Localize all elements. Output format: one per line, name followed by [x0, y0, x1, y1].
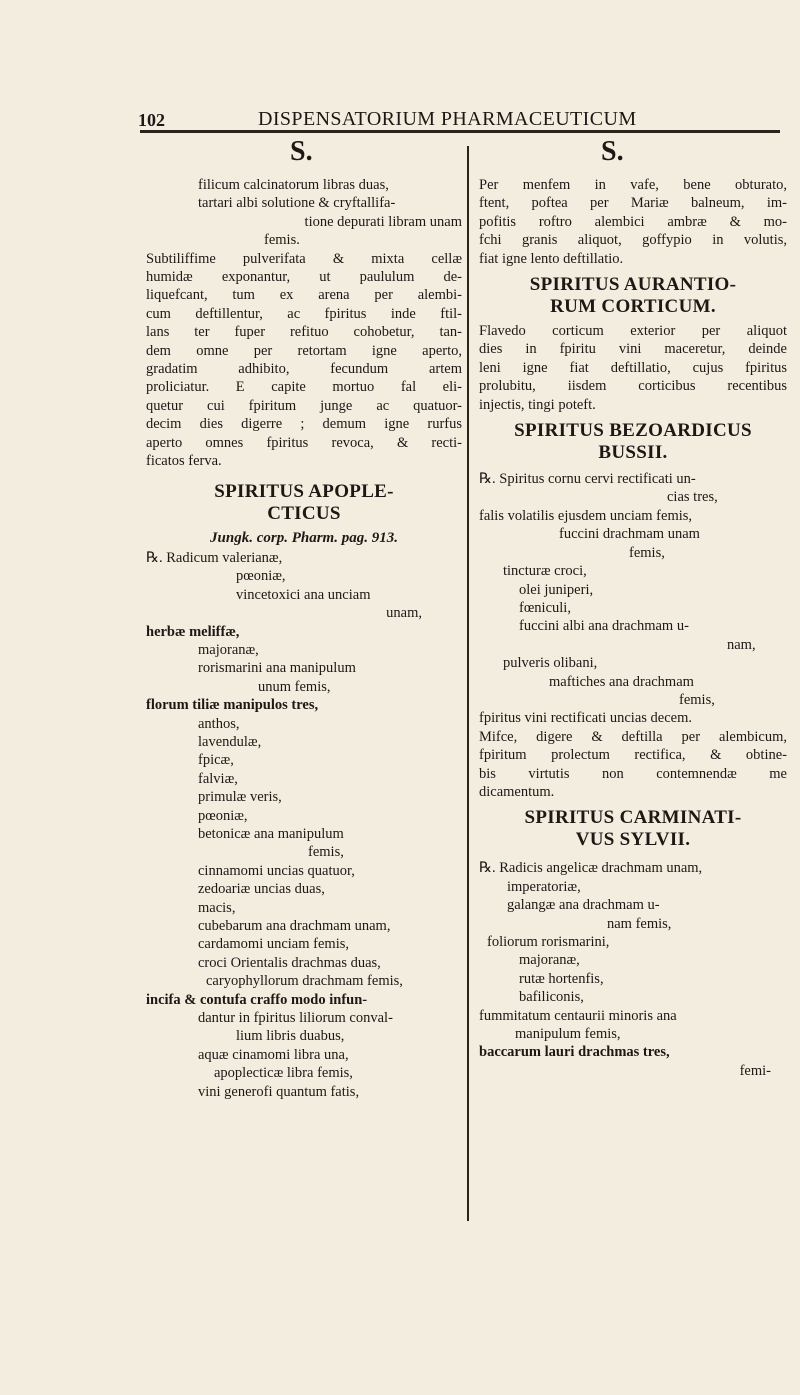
- recipe-line: unam,: [386, 605, 422, 622]
- recipe-line: vincetoxici ana unciam: [236, 586, 371, 603]
- text-line: pofitis roftro alembici ambræ & mo-: [479, 213, 787, 230]
- recipe-line: baccarum lauri drachmas tres,: [479, 1044, 670, 1061]
- text-line: injectis, tingi poteft.: [479, 396, 596, 413]
- recipe-line: fummitatum centaurii minoris ana: [479, 1007, 677, 1024]
- running-header: [0, 108, 800, 130]
- section-heading-line: BUSSII.: [598, 442, 668, 464]
- recipe-line: fpicæ,: [198, 752, 234, 769]
- header-rule: [140, 130, 780, 133]
- recipe-line: unum femis,: [258, 678, 331, 695]
- text-line: filicum calcinatorum libras duas,: [198, 177, 389, 193]
- recipe-line: ℞. Radicis angelicæ drachmam unam,: [479, 860, 703, 877]
- text-line: Subtiliffime pulverifata & mixta cellæ: [146, 250, 462, 267]
- catchword: femi-: [739, 1062, 771, 1079]
- recipe-line: imperatoriæ,: [507, 878, 581, 895]
- text-line: dem omne per retortam igne aperto,: [146, 342, 462, 359]
- section-heading-line: CTICUS: [267, 502, 341, 524]
- section-heading: [146, 481, 462, 525]
- recipe-line: pœoniæ,: [198, 807, 248, 824]
- running-title: DISPENSATORIUM PHARMACEUTICUM: [258, 108, 637, 130]
- recipe-line: nam femis,: [607, 915, 672, 932]
- recipe-line: betonicæ ana manipulum: [198, 826, 344, 842]
- text-line: decim dies digerre ; demum igne rurfus: [146, 416, 462, 433]
- recipe-line: majoranæ,: [198, 641, 259, 658]
- recipe-line: olei juniperi,: [519, 581, 594, 598]
- reference-line: Jungk. corp. Pharm. pag. 913.: [210, 529, 398, 546]
- text-line: tartari albi solutione & cryftallifa-: [198, 195, 396, 212]
- text-line: proliciatur. E capite mortuo fal eli-: [146, 379, 462, 396]
- recipe-line: vini generofi quantum fatis,: [198, 1083, 360, 1100]
- recipe-line: ℞. Radicum valerianæ,: [146, 549, 283, 566]
- section-heading: [479, 807, 787, 851]
- recipe-line: primulæ veris,: [198, 789, 282, 806]
- right-column-letter: S.: [601, 136, 624, 167]
- text-line: Per menfem in vafe, bene obturato,: [479, 177, 787, 193]
- recipe-line: anthos,: [198, 715, 240, 732]
- section-heading-line: SPIRITUS CARMINATI-: [524, 807, 742, 829]
- section-heading-line: SPIRITUS APOPLE-: [214, 480, 394, 502]
- text-line: cum deftillentur, ac fpiritus inde ftil-: [146, 305, 462, 322]
- text-line: humidæ exponantur, ut paululum de-: [146, 269, 462, 286]
- text-line: quetur cui fpiritum junge ac quatuor-: [146, 397, 462, 414]
- section-heading-line: RUM CORTICUM.: [550, 296, 716, 318]
- recipe-line: apoplecticæ libra femis,: [214, 1065, 353, 1082]
- recipe-line: cinnamomi uncias quatuor,: [198, 862, 355, 879]
- recipe-line: nam,: [727, 636, 756, 653]
- section-heading: [479, 420, 787, 464]
- recipe-line: zedoariæ uncias duas,: [198, 881, 325, 898]
- text-line: aperto omnes fpiritus revoca, & recti-: [146, 434, 462, 451]
- recipe-line: florum tiliæ manipulos tres,: [146, 697, 319, 714]
- recipe-line: falis volatilis ejusdem unciam femis,: [479, 507, 693, 524]
- text-line: dicamentum.: [479, 783, 555, 800]
- recipe-line: ℞. Spiritus cornu cervi rectificati un-: [479, 471, 696, 488]
- recipe-line: bafiliconis,: [519, 989, 584, 1006]
- text-line: prolubitu, iisdem corticibus recentibus: [479, 378, 787, 395]
- text-line: leni igne fiat deftillatio, cujus fpiritus: [479, 359, 787, 376]
- section-heading-line: SPIRITUS BEZOARDICUS: [514, 420, 752, 442]
- left-column-letter: S.: [290, 136, 313, 167]
- recipe-line: cias tres,: [667, 489, 718, 506]
- text-line: femis.: [264, 232, 300, 249]
- recipe-line: femis,: [308, 844, 344, 861]
- text-line: tione depurati libram unam: [304, 213, 462, 230]
- section-heading: [479, 274, 787, 318]
- recipe-line: dantur in fpiritus liliorum conval-: [198, 1010, 393, 1027]
- page-number: 102: [138, 110, 165, 130]
- recipe-line: lium libris duabus,: [236, 1028, 345, 1045]
- left-column: [146, 176, 462, 1101]
- text-line: dies in fpiritu vini maceretur, deinde: [479, 341, 787, 358]
- recipe-line: aquæ cinamomi libra una,: [198, 1046, 349, 1063]
- text-line: lans ter fuper refituo cohobetur, tan-: [146, 324, 462, 341]
- text-line: bis virtutis non contemnendæ me: [479, 765, 787, 782]
- recipe-line: falviæ,: [198, 770, 238, 787]
- recipe-line: cardamomi unciam femis,: [198, 936, 349, 953]
- recipe-line: foliorum rorismarini,: [487, 934, 610, 950]
- recipe-line: rorismarini ana manipulum: [198, 660, 356, 677]
- recipe-line: caryophyllorum drachmam femis,: [206, 973, 403, 990]
- recipe-line: pulveris olibani,: [503, 655, 598, 672]
- text-line: fpiritum prolectum rectifica, & obtine-: [479, 747, 787, 764]
- recipe-line: fœniculi,: [519, 599, 571, 616]
- recipe-line: maftiches ana drachmam: [549, 673, 694, 690]
- recipe-line: tincturæ croci,: [503, 563, 587, 580]
- recipe-line: herbæ meliffæ,: [146, 623, 240, 640]
- section-heading-line: SPIRITUS AURANTIO-: [529, 274, 737, 296]
- recipe-line: pœoniæ,: [236, 568, 286, 585]
- recipe-line: fuccini albi ana drachmam u-: [519, 618, 689, 635]
- section-heading-line: VUS SYLVII.: [575, 829, 691, 851]
- recipe-line: croci Orientalis drachmas duas,: [198, 954, 381, 971]
- text-line: fpiritus vini rectificati uncias decem.: [479, 710, 692, 727]
- recipe-line: lavendulæ,: [198, 733, 262, 750]
- text-line: fchi granis aliquot, goffypio in volutis,: [479, 232, 787, 249]
- text-line: Flavedo corticum exterior per aliquot: [479, 323, 787, 340]
- recipe-line: macis,: [198, 899, 236, 916]
- text-line: ftent, poftea per Mariæ balneum, im-: [479, 195, 787, 212]
- recipe-line: galangæ ana drachmam u-: [507, 897, 660, 914]
- text-line: Mifce, digere & deftilla per alembicum,: [479, 728, 787, 745]
- text-line: fiat igne lento deftillatio.: [479, 250, 624, 267]
- recipe-line: cubebarum ana drachmam unam,: [198, 918, 391, 935]
- text-line: gradatim adhibito, fecundum artem: [146, 361, 462, 378]
- recipe-line: femis,: [629, 544, 665, 561]
- recipe-line: manipulum femis,: [515, 1026, 621, 1043]
- text-line: ficatos ferva.: [146, 453, 222, 470]
- recipe-line: fuccini drachmam unam: [559, 526, 700, 543]
- column-divider: [467, 146, 469, 1221]
- recipe-line: majoranæ,: [519, 952, 580, 969]
- recipe-line: rutæ hortenfis,: [519, 970, 604, 987]
- recipe-line: femis,: [679, 691, 715, 708]
- text-line: liquefcant, tum ex arena per alembi-: [146, 287, 462, 304]
- right-column: [479, 176, 787, 1080]
- recipe-line: incifa & contufa craffo modo infun-: [146, 991, 368, 1008]
